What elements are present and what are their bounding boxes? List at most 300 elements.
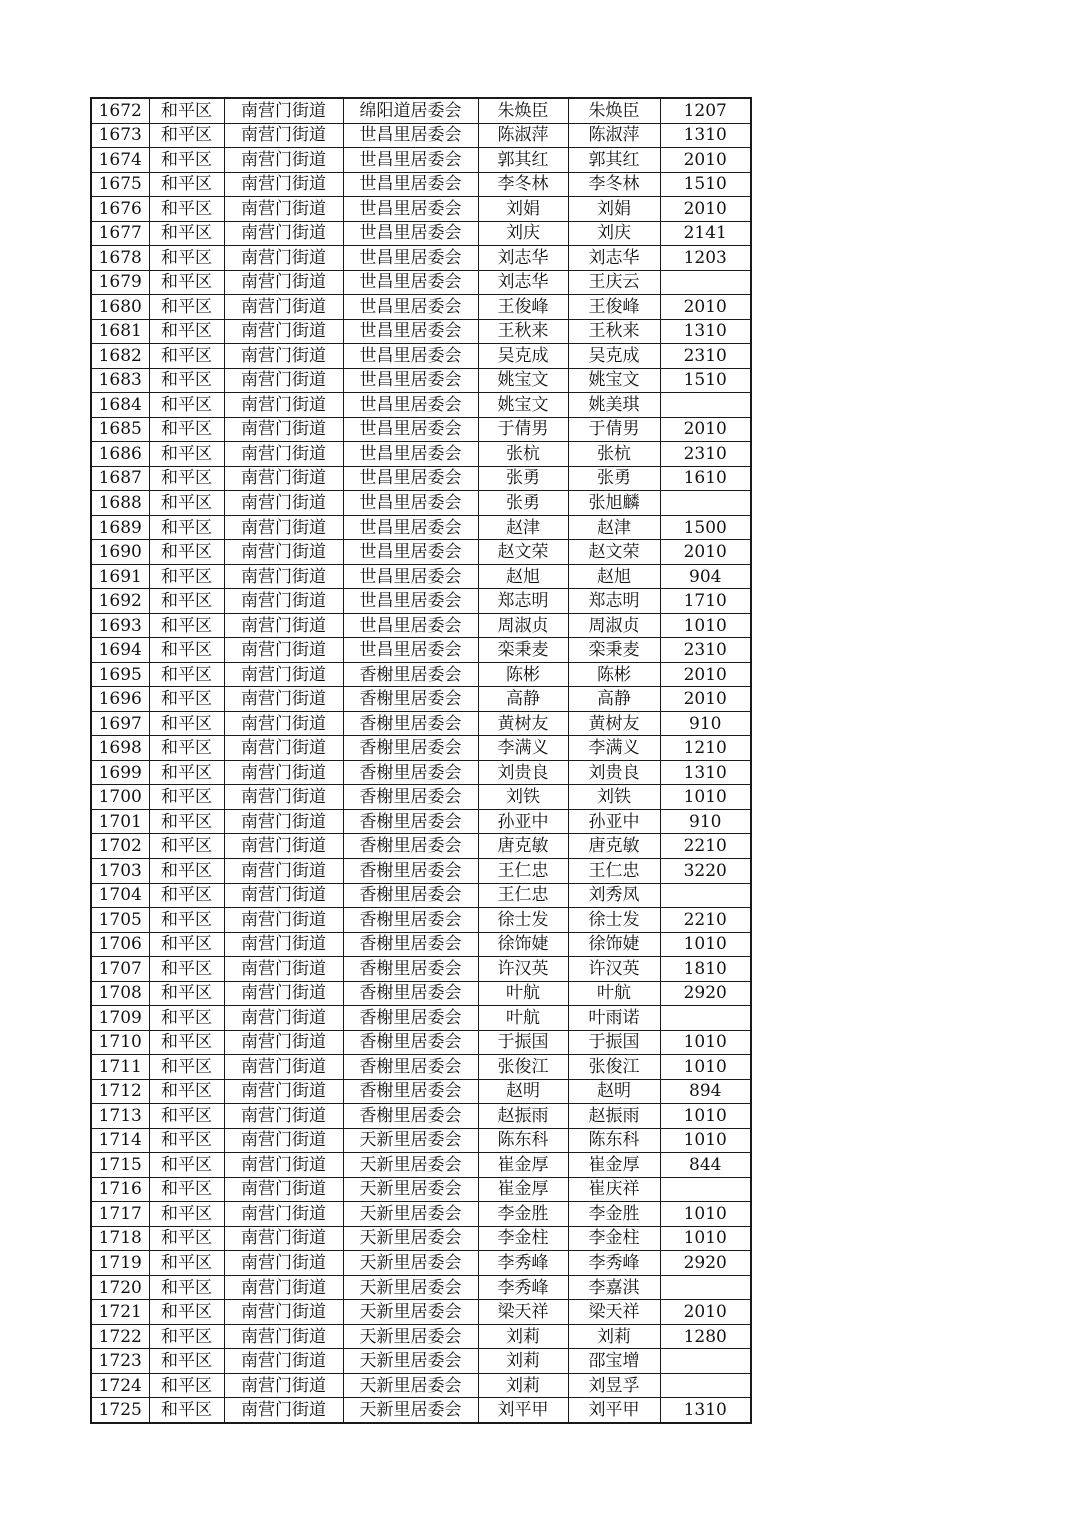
- cell-street: 南营门街道: [224, 466, 343, 491]
- cell-name: 姚美琪: [568, 393, 660, 418]
- cell-amount: 1310: [660, 760, 751, 785]
- table-row: [91, 1104, 751, 1129]
- cell-index: 1718: [91, 1226, 149, 1251]
- cell-amount: 2210: [660, 834, 751, 859]
- table-row: [91, 1349, 751, 1374]
- table-row: [91, 564, 751, 589]
- cell-district: 和平区: [149, 1373, 224, 1398]
- cell-householder: 刘莉: [478, 1373, 568, 1398]
- cell-name: 刘莉: [568, 1324, 660, 1349]
- cell-name: 高静: [568, 687, 660, 712]
- cell-committee: 天新里居委会: [343, 1275, 478, 1300]
- cell-amount: 1510: [660, 368, 751, 393]
- table-row: [91, 540, 751, 565]
- cell-name: 赵旭: [568, 564, 660, 589]
- cell-district: 和平区: [149, 932, 224, 957]
- cell-index: 1725: [91, 1398, 149, 1423]
- table-row: [91, 809, 751, 834]
- cell-street: 南营门街道: [224, 1030, 343, 1055]
- cell-amount: [660, 491, 751, 516]
- table-row: [91, 295, 751, 320]
- cell-committee: 世昌里居委会: [343, 564, 478, 589]
- cell-district: 和平区: [149, 123, 224, 148]
- table-row: [91, 442, 751, 467]
- cell-committee: 世昌里居委会: [343, 613, 478, 638]
- table-row: [91, 270, 751, 295]
- cell-amount: 2010: [660, 148, 751, 173]
- cell-householder: 李秀峰: [478, 1251, 568, 1276]
- cell-amount: 2210: [660, 908, 751, 933]
- cell-district: 和平区: [149, 1324, 224, 1349]
- cell-index: 1674: [91, 148, 149, 173]
- cell-householder: 赵文荣: [478, 540, 568, 565]
- cell-district: 和平区: [149, 1030, 224, 1055]
- records-table: [90, 97, 752, 1424]
- table-body: [91, 98, 751, 1423]
- cell-name: 赵振雨: [568, 1104, 660, 1129]
- cell-committee: 天新里居委会: [343, 1251, 478, 1276]
- cell-street: 南营门街道: [224, 687, 343, 712]
- cell-householder: 王仁忠: [478, 858, 568, 883]
- cell-name: 张杭: [568, 442, 660, 467]
- cell-district: 和平区: [149, 491, 224, 516]
- cell-committee: 世昌里居委会: [343, 540, 478, 565]
- cell-committee: 香榭里居委会: [343, 736, 478, 761]
- cell-district: 和平区: [149, 1398, 224, 1423]
- cell-district: 和平区: [149, 883, 224, 908]
- table-row: [91, 1153, 751, 1178]
- cell-index: 1688: [91, 491, 149, 516]
- cell-street: 南营门街道: [224, 442, 343, 467]
- cell-committee: 香榭里居委会: [343, 834, 478, 859]
- cell-householder: 张勇: [478, 491, 568, 516]
- table-row: [91, 1275, 751, 1300]
- cell-committee: 香榭里居委会: [343, 1079, 478, 1104]
- cell-street: 南营门街道: [224, 172, 343, 197]
- cell-name: 陈彬: [568, 662, 660, 687]
- cell-name: 唐克敏: [568, 834, 660, 859]
- cell-householder: 刘莉: [478, 1324, 568, 1349]
- cell-index: 1702: [91, 834, 149, 859]
- cell-name: 崔金厚: [568, 1153, 660, 1178]
- cell-street: 南营门街道: [224, 883, 343, 908]
- cell-index: 1711: [91, 1055, 149, 1080]
- cell-name: 陈淑萍: [568, 123, 660, 148]
- cell-name: 赵津: [568, 515, 660, 540]
- table-row: [91, 1300, 751, 1325]
- cell-district: 和平区: [149, 981, 224, 1006]
- cell-amount: 1010: [660, 613, 751, 638]
- cell-street: 南营门街道: [224, 1104, 343, 1129]
- cell-street: 南营门街道: [224, 564, 343, 589]
- cell-householder: 崔金厚: [478, 1153, 568, 1178]
- cell-householder: 崔金厚: [478, 1177, 568, 1202]
- cell-name: 赵文荣: [568, 540, 660, 565]
- cell-index: 1700: [91, 785, 149, 810]
- cell-street: 南营门街道: [224, 1079, 343, 1104]
- cell-householder: 刘庆: [478, 221, 568, 246]
- cell-district: 和平区: [149, 687, 224, 712]
- cell-district: 和平区: [149, 589, 224, 614]
- table-row: [91, 319, 751, 344]
- cell-district: 和平区: [149, 246, 224, 271]
- cell-district: 和平区: [149, 319, 224, 344]
- table-row: [91, 515, 751, 540]
- table-row: [91, 908, 751, 933]
- cell-name: 刘秀凤: [568, 883, 660, 908]
- cell-index: 1720: [91, 1275, 149, 1300]
- cell-index: 1695: [91, 662, 149, 687]
- cell-amount: 910: [660, 809, 751, 834]
- cell-amount: 2010: [660, 295, 751, 320]
- cell-district: 和平区: [149, 540, 224, 565]
- cell-name: 李秀峰: [568, 1251, 660, 1276]
- cell-street: 南营门街道: [224, 246, 343, 271]
- cell-name: 李满义: [568, 736, 660, 761]
- cell-name: 郭其红: [568, 148, 660, 173]
- cell-index: 1686: [91, 442, 149, 467]
- cell-street: 南营门街道: [224, 957, 343, 982]
- cell-committee: 世昌里居委会: [343, 491, 478, 516]
- cell-district: 和平区: [149, 344, 224, 369]
- cell-name: 刘贵良: [568, 760, 660, 785]
- cell-street: 南营门街道: [224, 197, 343, 222]
- cell-name: 刘铁: [568, 785, 660, 810]
- cell-amount: [660, 1177, 751, 1202]
- cell-index: 1692: [91, 589, 149, 614]
- cell-street: 南营门街道: [224, 393, 343, 418]
- cell-index: 1690: [91, 540, 149, 565]
- cell-amount: 1010: [660, 785, 751, 810]
- table-row: [91, 1226, 751, 1251]
- cell-amount: 2010: [660, 197, 751, 222]
- cell-amount: 1310: [660, 319, 751, 344]
- cell-amount: [660, 1006, 751, 1031]
- cell-district: 和平区: [149, 1128, 224, 1153]
- cell-householder: 唐克敏: [478, 834, 568, 859]
- cell-district: 和平区: [149, 295, 224, 320]
- cell-district: 和平区: [149, 1202, 224, 1227]
- cell-name: 李冬林: [568, 172, 660, 197]
- table-row: [91, 834, 751, 859]
- table-row: [91, 883, 751, 908]
- cell-street: 南营门街道: [224, 908, 343, 933]
- cell-district: 和平区: [149, 98, 224, 123]
- cell-index: 1680: [91, 295, 149, 320]
- cell-name: 徐士发: [568, 908, 660, 933]
- cell-index: 1673: [91, 123, 149, 148]
- cell-district: 和平区: [149, 1104, 224, 1129]
- cell-index: 1699: [91, 760, 149, 785]
- cell-householder: 徐饰婕: [478, 932, 568, 957]
- cell-householder: 高静: [478, 687, 568, 712]
- cell-householder: 刘铁: [478, 785, 568, 810]
- cell-street: 南营门街道: [224, 221, 343, 246]
- cell-index: 1715: [91, 1153, 149, 1178]
- cell-committee: 世昌里居委会: [343, 466, 478, 491]
- cell-district: 和平区: [149, 564, 224, 589]
- cell-street: 南营门街道: [224, 540, 343, 565]
- cell-amount: 1500: [660, 515, 751, 540]
- cell-committee: 世昌里居委会: [343, 295, 478, 320]
- cell-amount: 1010: [660, 932, 751, 957]
- cell-district: 和平区: [149, 908, 224, 933]
- cell-householder: 于振国: [478, 1030, 568, 1055]
- cell-street: 南营门街道: [224, 1055, 343, 1080]
- cell-index: 1707: [91, 957, 149, 982]
- cell-committee: 香榭里居委会: [343, 662, 478, 687]
- cell-committee: 天新里居委会: [343, 1349, 478, 1374]
- cell-street: 南营门街道: [224, 785, 343, 810]
- cell-index: 1719: [91, 1251, 149, 1276]
- cell-index: 1708: [91, 981, 149, 1006]
- cell-index: 1698: [91, 736, 149, 761]
- cell-committee: 世昌里居委会: [343, 270, 478, 295]
- cell-amount: [660, 1275, 751, 1300]
- cell-index: 1672: [91, 98, 149, 123]
- cell-committee: 香榭里居委会: [343, 711, 478, 736]
- cell-name: 郑志明: [568, 589, 660, 614]
- cell-name: 徐饰婕: [568, 932, 660, 957]
- cell-district: 和平区: [149, 466, 224, 491]
- cell-district: 和平区: [149, 221, 224, 246]
- cell-committee: 香榭里居委会: [343, 760, 478, 785]
- cell-amount: 1280: [660, 1324, 751, 1349]
- cell-householder: 李金柱: [478, 1226, 568, 1251]
- table-row: [91, 1128, 751, 1153]
- cell-index: 1723: [91, 1349, 149, 1374]
- table-row: [91, 98, 751, 123]
- cell-street: 南营门街道: [224, 809, 343, 834]
- cell-committee: 香榭里居委会: [343, 809, 478, 834]
- cell-district: 和平区: [149, 957, 224, 982]
- cell-index: 1705: [91, 908, 149, 933]
- cell-district: 和平区: [149, 834, 224, 859]
- cell-district: 和平区: [149, 638, 224, 663]
- cell-name: 刘庆: [568, 221, 660, 246]
- cell-district: 和平区: [149, 270, 224, 295]
- cell-name: 许汉英: [568, 957, 660, 982]
- cell-street: 南营门街道: [224, 638, 343, 663]
- cell-street: 南营门街道: [224, 932, 343, 957]
- table-row: [91, 957, 751, 982]
- cell-committee: 香榭里居委会: [343, 957, 478, 982]
- cell-householder: 陈彬: [478, 662, 568, 687]
- cell-district: 和平区: [149, 148, 224, 173]
- cell-district: 和平区: [149, 1300, 224, 1325]
- cell-name: 吴克成: [568, 344, 660, 369]
- table-row: [91, 368, 751, 393]
- cell-committee: 世昌里居委会: [343, 197, 478, 222]
- cell-committee: 天新里居委会: [343, 1226, 478, 1251]
- table-row: [91, 711, 751, 736]
- cell-householder: 刘娟: [478, 197, 568, 222]
- cell-street: 南营门街道: [224, 98, 343, 123]
- cell-amount: 1010: [660, 1226, 751, 1251]
- cell-amount: 1510: [660, 172, 751, 197]
- cell-district: 和平区: [149, 858, 224, 883]
- cell-committee: 香榭里居委会: [343, 687, 478, 712]
- cell-householder: 刘莉: [478, 1349, 568, 1374]
- cell-street: 南营门街道: [224, 1226, 343, 1251]
- cell-district: 和平区: [149, 809, 224, 834]
- cell-street: 南营门街道: [224, 1128, 343, 1153]
- cell-committee: 天新里居委会: [343, 1202, 478, 1227]
- cell-name: 崔庆祥: [568, 1177, 660, 1202]
- table-row: [91, 1030, 751, 1055]
- cell-index: 1678: [91, 246, 149, 271]
- cell-amount: [660, 883, 751, 908]
- cell-index: 1722: [91, 1324, 149, 1349]
- cell-street: 南营门街道: [224, 344, 343, 369]
- cell-index: 1697: [91, 711, 149, 736]
- cell-district: 和平区: [149, 1275, 224, 1300]
- cell-name: 叶航: [568, 981, 660, 1006]
- cell-name: 刘平甲: [568, 1398, 660, 1423]
- cell-committee: 香榭里居委会: [343, 1030, 478, 1055]
- cell-committee: 香榭里居委会: [343, 883, 478, 908]
- cell-district: 和平区: [149, 1055, 224, 1080]
- cell-district: 和平区: [149, 711, 224, 736]
- cell-street: 南营门街道: [224, 515, 343, 540]
- cell-name: 李嘉淇: [568, 1275, 660, 1300]
- cell-householder: 于倩男: [478, 417, 568, 442]
- cell-committee: 世昌里居委会: [343, 515, 478, 540]
- cell-householder: 黄树友: [478, 711, 568, 736]
- cell-amount: 1010: [660, 1030, 751, 1055]
- cell-district: 和平区: [149, 1153, 224, 1178]
- cell-district: 和平区: [149, 393, 224, 418]
- cell-district: 和平区: [149, 417, 224, 442]
- cell-householder: 孙亚中: [478, 809, 568, 834]
- cell-amount: 2310: [660, 442, 751, 467]
- cell-street: 南营门街道: [224, 613, 343, 638]
- cell-householder: 张勇: [478, 466, 568, 491]
- table-row: [91, 1324, 751, 1349]
- cell-index: 1721: [91, 1300, 149, 1325]
- cell-amount: 2920: [660, 1251, 751, 1276]
- cell-street: 南营门街道: [224, 589, 343, 614]
- cell-committee: 天新里居委会: [343, 1324, 478, 1349]
- table-row: [91, 148, 751, 173]
- table-row: [91, 1398, 751, 1423]
- cell-householder: 李秀峰: [478, 1275, 568, 1300]
- cell-index: 1701: [91, 809, 149, 834]
- cell-committee: 香榭里居委会: [343, 981, 478, 1006]
- cell-householder: 张俊江: [478, 1055, 568, 1080]
- cell-index: 1712: [91, 1079, 149, 1104]
- table-row: [91, 123, 751, 148]
- cell-householder: 赵旭: [478, 564, 568, 589]
- cell-index: 1685: [91, 417, 149, 442]
- cell-committee: 世昌里居委会: [343, 393, 478, 418]
- cell-committee: 天新里居委会: [343, 1177, 478, 1202]
- cell-street: 南营门街道: [224, 123, 343, 148]
- cell-index: 1691: [91, 564, 149, 589]
- cell-name: 姚宝文: [568, 368, 660, 393]
- cell-amount: 1010: [660, 1128, 751, 1153]
- cell-street: 南营门街道: [224, 368, 343, 393]
- cell-committee: 世昌里居委会: [343, 319, 478, 344]
- cell-householder: 周淑贞: [478, 613, 568, 638]
- table-row: [91, 1055, 751, 1080]
- cell-index: 1703: [91, 858, 149, 883]
- cell-street: 南营门街道: [224, 491, 343, 516]
- cell-name: 李金柱: [568, 1226, 660, 1251]
- table-row: [91, 393, 751, 418]
- table-row: [91, 981, 751, 1006]
- cell-name: 于振国: [568, 1030, 660, 1055]
- table-row: [91, 760, 751, 785]
- cell-district: 和平区: [149, 1226, 224, 1251]
- cell-amount: 1310: [660, 123, 751, 148]
- cell-index: 1709: [91, 1006, 149, 1031]
- cell-index: 1689: [91, 515, 149, 540]
- cell-committee: 世昌里居委会: [343, 221, 478, 246]
- cell-committee: 香榭里居委会: [343, 1055, 478, 1080]
- cell-householder: 陈淑萍: [478, 123, 568, 148]
- table-row: [91, 1373, 751, 1398]
- cell-amount: 2010: [660, 417, 751, 442]
- table-row: [91, 662, 751, 687]
- cell-street: 南营门街道: [224, 1373, 343, 1398]
- cell-committee: 天新里居委会: [343, 1373, 478, 1398]
- cell-name: 王庆云: [568, 270, 660, 295]
- cell-street: 南营门街道: [224, 1300, 343, 1325]
- cell-committee: 天新里居委会: [343, 1398, 478, 1423]
- cell-district: 和平区: [149, 760, 224, 785]
- cell-name: 张俊江: [568, 1055, 660, 1080]
- table-row: [91, 246, 751, 271]
- cell-householder: 姚宝文: [478, 368, 568, 393]
- table-row: [91, 466, 751, 491]
- cell-name: 栾秉麦: [568, 638, 660, 663]
- cell-index: 1704: [91, 883, 149, 908]
- cell-street: 南营门街道: [224, 319, 343, 344]
- cell-amount: 1010: [660, 1055, 751, 1080]
- cell-district: 和平区: [149, 662, 224, 687]
- cell-name: 黄树友: [568, 711, 660, 736]
- cell-householder: 姚宝文: [478, 393, 568, 418]
- cell-amount: 2010: [660, 1300, 751, 1325]
- cell-name: 王仁忠: [568, 858, 660, 883]
- cell-householder: 刘志华: [478, 246, 568, 271]
- table-row: [91, 858, 751, 883]
- cell-amount: 2310: [660, 344, 751, 369]
- cell-amount: 2141: [660, 221, 751, 246]
- cell-householder: 吴克成: [478, 344, 568, 369]
- cell-amount: [660, 270, 751, 295]
- cell-name: 刘昱孚: [568, 1373, 660, 1398]
- cell-householder: 刘贵良: [478, 760, 568, 785]
- cell-amount: 2010: [660, 662, 751, 687]
- cell-amount: [660, 1373, 751, 1398]
- cell-amount: 3220: [660, 858, 751, 883]
- cell-district: 和平区: [149, 1006, 224, 1031]
- table-row: [91, 197, 751, 222]
- table-row: [91, 1251, 751, 1276]
- cell-index: 1682: [91, 344, 149, 369]
- cell-index: 1675: [91, 172, 149, 197]
- cell-householder: 王秋来: [478, 319, 568, 344]
- cell-committee: 世昌里居委会: [343, 148, 478, 173]
- cell-index: 1724: [91, 1373, 149, 1398]
- cell-district: 和平区: [149, 368, 224, 393]
- cell-committee: 世昌里居委会: [343, 589, 478, 614]
- cell-name: 叶雨诺: [568, 1006, 660, 1031]
- cell-district: 和平区: [149, 197, 224, 222]
- cell-street: 南营门街道: [224, 981, 343, 1006]
